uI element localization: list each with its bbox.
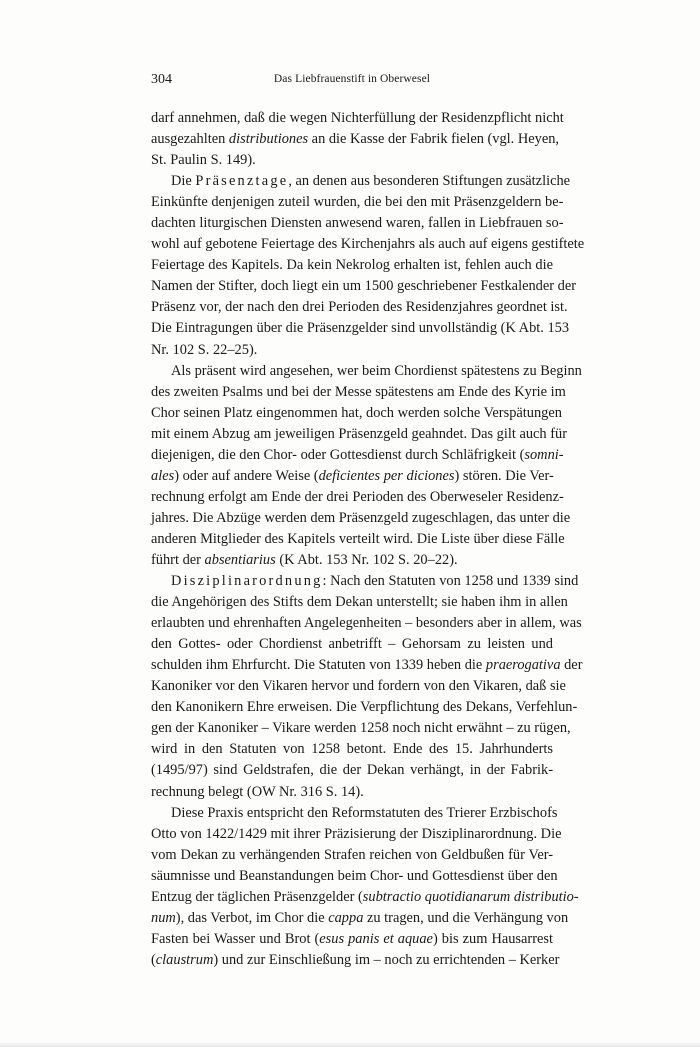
text-segment: Feiertage des Kapitels. Da kein Nekrolog erhalten ist, fehlen auch die bbox=[151, 257, 553, 274]
text-segment: jahres. Die Abzüge werden dem Präsenzgeld zugeschlagen, das unter die bbox=[151, 509, 571, 526]
text-segment: anderen Mitglieder des Kapitels verteilt wird. Die Liste über diese Fälle bbox=[151, 530, 565, 547]
text-segment: Die Eintragungen über die Präsenzgelder sind unvollständig (K Abt. 153 bbox=[151, 320, 570, 337]
text-segment: gen der Kanoniker – Vikare werden 1258 noch nicht erwähnt – zu rügen, bbox=[151, 720, 571, 737]
italic-term: somni- bbox=[524, 446, 564, 463]
text-line bbox=[151, 866, 558, 887]
text-segment: ( bbox=[151, 951, 156, 968]
text-segment: ) oder auf andere Weise ( bbox=[174, 467, 319, 484]
text-line bbox=[151, 739, 553, 760]
text-segment: Einkünfte denjenigen zuteil wurden, die bei den mit Präsenzgeldern be- bbox=[151, 194, 564, 211]
text-segment: mit einem Abzug am jeweiligen Präsenzgeld geahndet. Das gilt auch für bbox=[151, 425, 567, 442]
text-segment: zu tragen, und die Verhängung von bbox=[363, 909, 569, 926]
text-line bbox=[151, 129, 560, 150]
italic-term: deficientes per diciones bbox=[318, 467, 455, 484]
text-line bbox=[151, 403, 562, 424]
text-line bbox=[151, 529, 565, 550]
text-line bbox=[151, 424, 567, 445]
text-segment: ), das Verbot, im Chor die bbox=[175, 909, 329, 926]
text-line bbox=[151, 508, 571, 529]
text-line bbox=[151, 929, 553, 950]
italic-term: claustrum bbox=[155, 951, 214, 968]
text-line bbox=[151, 592, 568, 613]
italic-term: ales bbox=[151, 467, 175, 484]
text-segment: vom Dekan zu verhängenden Strafen reichen von Geldbußen für Ver- bbox=[151, 846, 553, 863]
text-segment: den Kanonikern Ehre erweisen. Die Verpflichtung des Dekans, Verfehlun- bbox=[151, 699, 578, 716]
text-line bbox=[151, 487, 564, 508]
text-segment: des zweiten Psalms und bei der Messe spätestens am Ende des Kyrie im bbox=[151, 383, 566, 400]
text-line bbox=[151, 887, 579, 908]
text-line bbox=[151, 234, 585, 255]
text-segment: säumnisse und Beanstandungen beim Chor- und Gottesdienst über den bbox=[151, 867, 558, 884]
text-segment: wohl auf gebotene Feiertage des Kirchenjahrs als auch auf eigens gestiftete bbox=[151, 236, 585, 253]
text-line bbox=[151, 718, 571, 739]
text-line bbox=[151, 318, 570, 339]
text-segment: erlaubten und ehrenhaften Angelegenheiten – besonders aber in allem, was bbox=[151, 615, 582, 632]
text-line bbox=[151, 276, 577, 297]
text-line bbox=[151, 466, 553, 487]
text-segment: Diese Praxis entspricht den Reformstatuten des Trierer Erzbischofs bbox=[171, 804, 558, 821]
text-segment: Otto von 1422/1429 mit ihrer Präzisierung der Disziplinarordnung. Die bbox=[151, 825, 562, 842]
text-segment: Entzug der täglichen Präsenzgelder ( bbox=[151, 888, 363, 905]
text-line bbox=[151, 697, 578, 718]
text-line bbox=[151, 361, 582, 382]
text-segment: wird in den Statuten von 1258 betont. Ende des 15. Jahrhunderts bbox=[151, 741, 553, 758]
italic-term: cappa bbox=[328, 909, 364, 926]
text-segment: Die bbox=[171, 173, 196, 190]
text-segment: rechnung erfolgt am Ende der drei Perioden des Oberweseler Residenz- bbox=[151, 488, 564, 505]
text-line bbox=[151, 655, 583, 676]
text-line bbox=[151, 340, 553, 361]
text-segment: führt der bbox=[151, 551, 205, 568]
italic-term: subtractio quotidianarum distributio- bbox=[362, 888, 579, 905]
text-line bbox=[151, 445, 564, 466]
text-line bbox=[151, 676, 566, 697]
text-segment: ausgezahlten bbox=[151, 131, 229, 148]
text-segment: ) bis zum Hausarrest bbox=[432, 930, 553, 947]
text-line bbox=[151, 782, 553, 803]
italic-term: num bbox=[151, 909, 176, 926]
text-line bbox=[151, 382, 566, 403]
text-segment: Als präsent wird angesehen, wer beim Chordienst spätestens zu Beginn bbox=[171, 362, 582, 379]
text-segment: dachten liturgischen Diensten anwesend waren, fallen in Liebfrauen so- bbox=[151, 215, 564, 232]
text-line bbox=[151, 108, 564, 129]
text-segment: Namen der Stifter, doch liegt ein um 1500 geschriebener Festkalender der bbox=[151, 278, 577, 295]
italic-term: distributiones bbox=[228, 131, 309, 148]
text-line bbox=[151, 192, 564, 213]
page-number: 304 bbox=[151, 72, 172, 87]
text-line bbox=[151, 150, 553, 171]
text-line bbox=[151, 760, 553, 781]
text-segment: Chor seinen Platz eingenommen hat, doch werden solche Verspätungen bbox=[151, 404, 562, 421]
text-segment: den Gottes- oder Chordienst anbetrifft – Gehorsam zu leisten und bbox=[151, 636, 553, 653]
text-line bbox=[151, 803, 558, 824]
text-segment: an die Kasse der Fabrik fielen (vgl. Heyen, bbox=[308, 131, 560, 148]
text-segment: (1495/97) sind Geldstrafen, die der Dekan verhängt, in der Fabrik- bbox=[151, 762, 553, 779]
text-segment: St. Paulin S. 149). bbox=[151, 152, 256, 169]
text-segment: ) und zur Einschließung im – noch zu errichtenden – Kerker bbox=[213, 951, 560, 968]
text-segment: schulden ihm Ehrfurcht. Die Statuten von 1339 heben die bbox=[151, 657, 486, 674]
running-header bbox=[151, 72, 553, 90]
text-segment: : Nach den Statuten von 1258 und 1339 sind bbox=[322, 573, 579, 590]
text-line bbox=[151, 171, 571, 192]
text-segment: (K Abt. 153 Nr. 102 S. 20–22). bbox=[275, 551, 458, 568]
text-segment: Nr. 102 S. 22–25). bbox=[151, 341, 258, 358]
text-line bbox=[151, 634, 553, 655]
text-line bbox=[151, 255, 553, 276]
text-line bbox=[151, 908, 569, 929]
text-segment: darf annehmen, daß die wegen Nichterfüllung der Residenzpflicht nicht bbox=[151, 110, 564, 126]
spaced-heading: Präsenztage bbox=[195, 173, 289, 190]
text-line bbox=[151, 550, 553, 571]
text-segment: Präsenz vor, der nach den drei Perioden des Residenzjahres geordnet ist. bbox=[151, 299, 568, 316]
text-segment: ) stören. Die Ver- bbox=[454, 467, 554, 484]
italic-term: absentiarius bbox=[204, 551, 276, 568]
body-text bbox=[151, 108, 585, 971]
text-segment: diejenigen, die den Chor- oder Gottesdienst durch Schläfrigkeit ( bbox=[151, 446, 525, 463]
spaced-heading: Disziplinarordnung bbox=[171, 573, 323, 590]
text-line bbox=[151, 845, 553, 866]
text-line bbox=[151, 824, 562, 845]
italic-term: praerogativa bbox=[485, 657, 561, 674]
text-line bbox=[151, 297, 568, 318]
text-segment: Fasten bei Wasser und Brot ( bbox=[151, 930, 320, 947]
text-segment: rechnung belegt (OW Nr. 316 S. 14). bbox=[151, 783, 364, 800]
text-segment: Kanoniker vor den Vikaren hervor und fordern von den Vikaren, daß sie bbox=[151, 678, 566, 695]
text-segment: die Angehörigen des Stifts dem Dekan unterstellt; sie haben ihm in allen bbox=[151, 594, 568, 611]
text-line bbox=[151, 213, 564, 234]
text-segment: der bbox=[560, 657, 583, 674]
italic-term: esus panis et aquae bbox=[319, 930, 433, 947]
page-edge-shadow bbox=[0, 1041, 700, 1047]
text-line bbox=[151, 613, 582, 634]
running-title: Das Liebfrauenstift in Oberwesel bbox=[273, 73, 431, 85]
text-segment: , an denen aus besonderen Stiftungen zusätzliche bbox=[288, 173, 571, 190]
text-line bbox=[151, 950, 560, 971]
text-line bbox=[151, 571, 579, 592]
